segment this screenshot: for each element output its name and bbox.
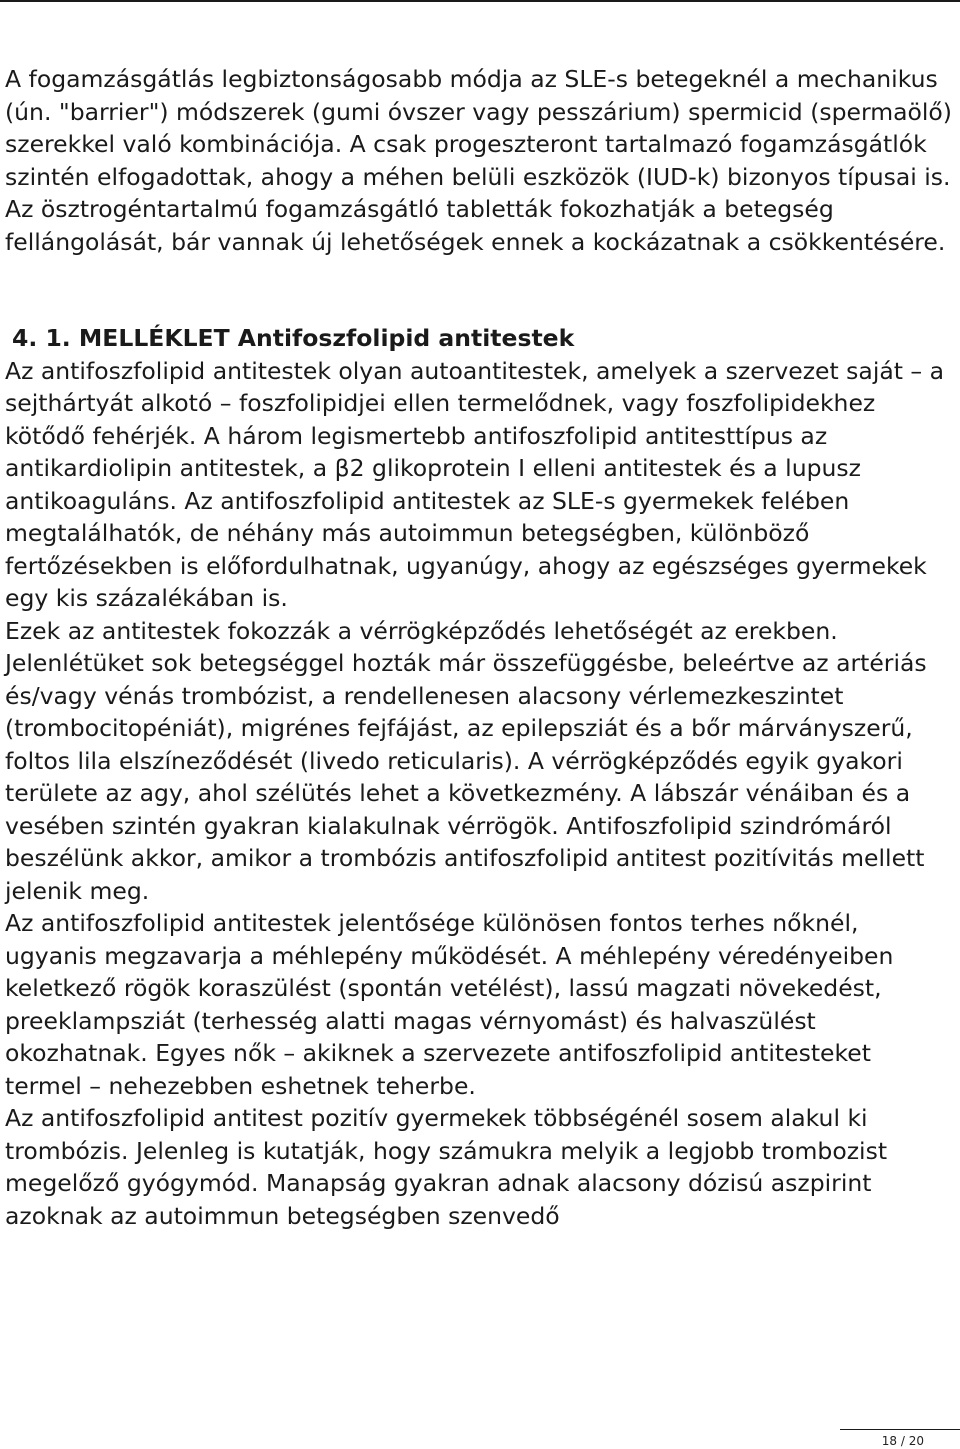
intro-paragraph: A fogamzásgátlás legbiztonságosabb módja az SLE-s betegeknél a mechanikus (ún. "barrier") módszerek (gumi óvszer vagy pesszárium) spermicid (spermaölő) szerekkel való kombinációja. A csak progeszteront tartalmazó fogamzásgátlók szintén elfogadottak, ahogy a méhen belüli eszközök (IUD-k) bizonyos típusai is. Az ösztrogéntartalmú fogamzásgátló tabletták fokozhatják a betegség fellángolását, bár vannak új lehetőségek ennek a kockázatnak a csökkentésére. [5,65,952,256]
paragraph-thrombosis: Ezek az antitestek fokozzák a vérrögképződés lehetőségét az erekben. Jelenlétüket sok betegséggel hozták már összefüggésbe, beleértve az artériás és/vagy vénás trombózist, a rendellenesen alacsony vérlemezkeszintet (trombocitopéniát), migrénes fejfájást, az epilepsziát és a bőr márványszerű, foltos lila elszíneződését (livedo reticularis). A vérrögképződés egyik gyakori területe az agy, ahol szélütés lehet a következmény. A lábszár vénáiban és a vesében szintén gyakran kialakulnak vérrögök. Antifoszfolipid szindrómáról beszélünk akkor, amikor a trombózis antifoszfolipid antitest pozitívitás mellett jelenik meg. [5,616,927,905]
paragraph-pregnancy: Az antifoszfolipid antitestek jelentősége különösen fontos terhes nőknél, ugyanis megzavarja a méhlepény működését. A méhlepény véredényeiben keletkező rögök koraszülést (spontán vetélést), lassú magzati növekedést, preeklampsziát (terhesség alatti magas vérnyomást) és halvaszülést okozhatnak. Egyes nők – akiknek a szervezete antifoszfolipid antitesteket termel – nehezebben eshetnek teherbe. [5,909,894,1100]
paragraph-prevention: Az antifoszfolipid antitest pozitív gyermekek többségénél sosem alakul ki trombózis. Jelenleg is kutatják, hogy számukra melyik a legjobb trombozist megelőző gyógymód. Manapság gyakran adnak alacsony dózisú aszpirint azoknak az autoimmun betegségben szenvedő [5,1104,888,1230]
document-body [5,63,955,1232]
page-number: 18 / 20 [881,1434,924,1448]
top-rule [0,0,960,2]
paragraph-definition: Az antifoszfolipid antitestek olyan autoantitestek, amelyek a szervezet saját – a sejthártyát alkotó – foszfolipidjei ellen termelődnek, vagy foszfolipidekhez kötődő fehérjék. A három legismertebb antifoszfolipid antitesttípus az antikardiolipin antitestek, a β2 glikoprotein I elleni antitestek és a lupusz antikoaguláns. Az antifoszfolipid antitestek az SLE-s gyermekek felében megtalálhatók, de néhány más autoimmun betegségben, különböző fertőzésekben is előfordulhatnak, ugyanúgy, ahogy az egészséges gyermekek egy kis százalékában is. [5,356,945,612]
footer-rule [840,1429,960,1430]
section-spacer [5,258,955,322]
section-heading: 4. 1. MELLÉKLET Antifoszfolipid antitestek [12,324,575,352]
